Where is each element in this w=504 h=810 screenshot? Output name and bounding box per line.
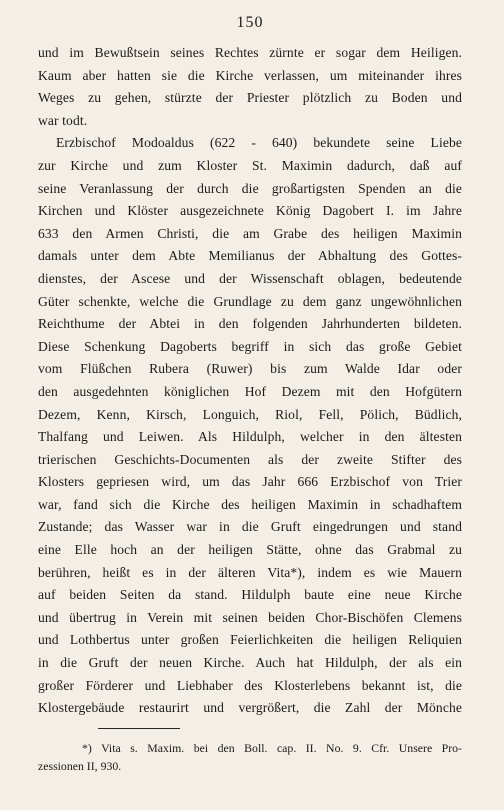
page-number: 150 bbox=[236, 14, 264, 31]
text-line: dienstes, der Ascese und der Wissenschaft oblagen, bedeutende bbox=[38, 270, 462, 286]
text-line: Klostergebäude restaurirt und vergrößert, die Zahl der Mönche bbox=[38, 700, 462, 716]
text-line: zur Kirche und zum Kloster St. Maximin dadurch, daß auf bbox=[38, 157, 462, 173]
text-line: Dezem, Kenn, Kirsch, Longuich, Riol, Fell, Pölich, Büdlich, bbox=[38, 406, 462, 422]
text-line: den ausgedehnten königlichen Hof Dezem mit den Hofgütern bbox=[38, 383, 462, 399]
body-text bbox=[38, 42, 462, 720]
text-line: großer Förderer und Liebhaber des Klosterlebens bekannt ist, die bbox=[38, 677, 462, 693]
text-line: und Lothbertus unter großen Feierlichkeiten die heiligen Reliquien bbox=[38, 632, 462, 648]
text-line: trierischen Geschichts-Documenten als der zweite Stifter des bbox=[38, 451, 462, 467]
text-line: Kaum aber hatten sie die Kirche verlassen, um miteinander ihres bbox=[38, 67, 462, 83]
footnote-line: *) Vita s. Maxim. bei den Boll. cap. II. No. 9. Cfr. Unsere Pro- bbox=[82, 740, 462, 755]
text-line: seine Veranlassung der durch die großartigsten Spenden an die bbox=[38, 180, 462, 196]
text-line: Güter schenkte, welche die Grundlage zu dem ganz ungewöhnlichen bbox=[38, 293, 462, 309]
text-line: Klosters gepriesen wird, um das Jahr 666 Erzbischof von Trier bbox=[38, 474, 462, 490]
text-line: in die Gruft der neuen Kirche. Auch hat Hildulph, der als ein bbox=[38, 655, 462, 671]
text-line: Weges zu gehen, stürzte der Priester plötzlich zu Boden und bbox=[38, 90, 462, 106]
text-line: war, fand sich die Kirche des heiligen Maximin in schadhaftem bbox=[38, 496, 462, 512]
text-line: Erzbischof Modoaldus (622 - 640) bekundete seine Liebe bbox=[56, 135, 462, 151]
text-line: vom Flüßchen Rubera (Ruwer) bis zum Walde Idar oder bbox=[38, 361, 462, 377]
text-line: Zustande; das Wasser war in die Gruft eingedrungen und stand bbox=[38, 519, 462, 535]
text-line: war todt. bbox=[38, 112, 88, 128]
text-line: Diese Schenkung Dagoberts begriff in sich das große Gebiet bbox=[38, 338, 462, 354]
text-line: und übertrug in Verein mit seinen beiden Chor-Bischöfen Clemens bbox=[38, 609, 462, 625]
footnote-divider bbox=[98, 728, 180, 729]
text-line: und im Bewußtsein seines Rechtes zürnte er sogar dem Heiligen. bbox=[38, 45, 462, 60]
text-line: berühren, heißt es in der älteren Vita*), indem es wie Mauern bbox=[38, 564, 462, 580]
text-line: Thalfang und Leiwen. Als Hildulph, welcher in den ältesten bbox=[38, 429, 462, 445]
footnote bbox=[38, 739, 462, 775]
text-line: Kirchen und Klöster ausgezeichnete König Dagobert I. im Jahre bbox=[38, 203, 462, 219]
text-line: Reichthume der Abtei in den folgenden Jahrhunderten bildeten. bbox=[38, 316, 462, 332]
footnote-line: zessionen II, 930. bbox=[38, 758, 122, 773]
text-line: auf beiden Seiten da stand. Hildulph baute eine neue Kirche bbox=[38, 587, 462, 603]
text-line: damals unter dem Abte Memilianus der Abhaltung des Gottes- bbox=[38, 248, 462, 264]
text-line: eine Elle hoch an der heiligen Stätte, ohne das Grabmal zu bbox=[38, 542, 462, 558]
text-line: 633 den Armen Christi, die am Grabe des heiligen Maximin bbox=[38, 225, 462, 241]
